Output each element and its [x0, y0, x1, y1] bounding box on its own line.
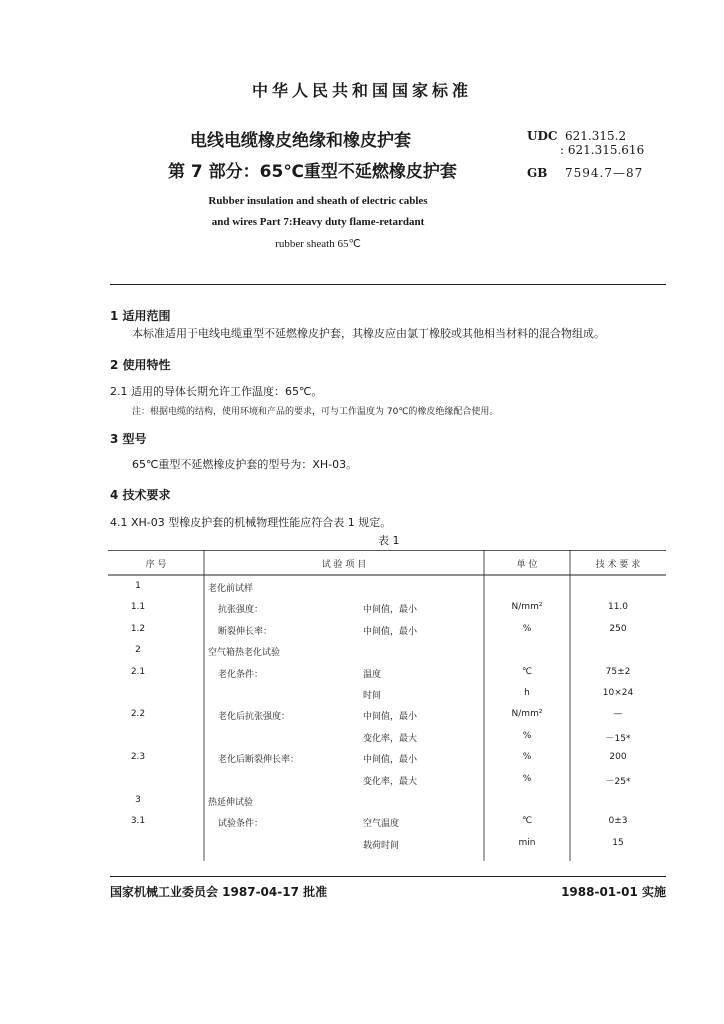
cell-requirement: －25* — [605, 776, 631, 787]
cell-seq: 3.1 — [130, 816, 146, 827]
cell-unit: h — [524, 688, 530, 698]
cell-requirement: 15 — [612, 837, 624, 848]
cell-test: 热延伸试验 — [208, 798, 254, 808]
section-3-text: 65℃重型不延燃橡皮护套的型号为：XH-03。 — [132, 458, 358, 471]
cell-requirement: －15* — [605, 733, 631, 744]
cell-unit: ℃ — [521, 816, 533, 827]
standard-title-en-line2: and wires Part 7:Heavy duty flame-retardant — [211, 216, 425, 228]
spec-table — [108, 550, 666, 861]
cell-seq: 2.3 — [130, 752, 146, 763]
cell-seq: 1 — [135, 581, 141, 591]
section-1-text: 本标准适用于电线电缆重型不延燃橡皮护套，其橡皮应由氯丁橡胶或其他相当材料的混合物组成。 — [132, 327, 605, 340]
header-requirement: 技 术 要 求 — [595, 560, 641, 570]
cell-unit: ℃ — [521, 666, 533, 677]
header-seq: 序 号 — [145, 560, 167, 570]
section-4-1-text: 4.1 XH-03 型橡皮护套的机械物理性能应符合表 1 规定。 — [110, 516, 392, 529]
standard-title-zh-line2: 第 7 部分：65℃重型不延燃橡皮护套 — [168, 162, 457, 182]
cell-subitem: 断裂伸长率： — [218, 626, 273, 637]
udc-code-line2: : 621.315.616 — [560, 143, 645, 157]
table-caption: 表 1 — [378, 534, 400, 547]
cell-condition: 温度 — [363, 669, 382, 680]
cell-unit: min — [518, 837, 536, 848]
cell-subitem: 抗张强度： — [218, 605, 264, 616]
cell-requirement: 75±2 — [605, 666, 631, 677]
cell-subitem: 老化后断裂伸长率： — [218, 755, 300, 766]
cell-seq: 1.2 — [130, 623, 146, 634]
cell-condition: 中间值，最小 — [363, 626, 418, 637]
footer-divider — [110, 876, 666, 877]
cell-seq: 1.1 — [130, 602, 146, 613]
cell-unit: % — [522, 752, 532, 763]
cell-unit: % — [522, 623, 532, 634]
cell-seq: 2.1 — [130, 666, 146, 677]
section-4-heading: 4 技术要求 — [110, 488, 171, 502]
cell-condition: 变化率，最大 — [363, 776, 418, 787]
cell-unit: % — [522, 773, 532, 784]
cell-seq: 2.2 — [130, 709, 146, 720]
section-2-heading: 2 使用特性 — [110, 358, 171, 372]
section-2-note: 注：根据电缆的结构，使用环境和产品的要求，可与工作温度为 70℃的橡皮绝缘配合使用。 — [132, 407, 499, 417]
standard-title-en-line1: Rubber insulation and sheath of electric cables — [208, 195, 428, 207]
standard-title-zh-line1: 电线电缆橡皮绝缘和橡皮护套 — [190, 131, 411, 151]
table-grid — [108, 550, 666, 861]
cell-seq: 3 — [135, 795, 141, 805]
cell-unit: % — [522, 730, 532, 741]
cell-requirement: 11.0 — [607, 602, 629, 613]
udc-label: UDC — [527, 129, 558, 143]
cell-requirement: 250 — [609, 623, 627, 634]
cell-condition: 中间值，最小 — [363, 755, 418, 766]
cell-requirement: 200 — [609, 752, 627, 763]
cell-seq: 2 — [135, 645, 141, 656]
cell-subitem: 老化条件： — [218, 669, 264, 680]
section-1-heading: 1 适用范围 — [110, 309, 171, 323]
cell-condition: 空气温度 — [363, 819, 400, 830]
approval-date: 国家机械工业委员会 1987-04-17 批准 — [110, 885, 328, 899]
cell-condition: 中间值，最小 — [363, 712, 418, 723]
header-item: 试 验 项 目 — [321, 560, 367, 570]
udc-code-line1: 621.315.2 — [565, 129, 627, 143]
cell-subitem: 老化后抗张强度： — [218, 712, 291, 723]
cell-requirement: 10×24 — [602, 688, 634, 698]
cell-condition: 变化率，最大 — [363, 733, 418, 744]
cell-test: 老化前试样 — [208, 584, 254, 594]
cell-test: 空气箱热老化试验 — [208, 648, 281, 659]
gb-label: GB — [527, 166, 548, 180]
cell-condition: 时间 — [363, 691, 382, 701]
section-3-heading: 3 型号 — [110, 432, 147, 446]
cell-subitem: 试验条件： — [218, 819, 264, 830]
cell-requirement: 0±3 — [608, 816, 628, 827]
cell-condition: 中间值，最小 — [363, 605, 418, 616]
cell-condition: 载荷时间 — [363, 840, 400, 851]
standard-title-en-line3: rubber sheath 65℃ — [275, 238, 361, 250]
section-2-1-text: 2.1 适用的导体长期允许工作温度：65℃。 — [110, 385, 323, 398]
cell-requirement: — — [613, 709, 623, 720]
header-divider — [110, 284, 666, 285]
header-unit: 单 位 — [516, 560, 538, 570]
cell-unit: N/mm² — [511, 709, 543, 720]
gb-code: 7594.7—87 — [565, 166, 644, 180]
effective-date: 1988-01-01 实施 — [561, 885, 666, 899]
cell-unit: N/mm² — [511, 602, 543, 613]
national-standard-title: 中华人民共和国国家标准 — [251, 81, 472, 100]
